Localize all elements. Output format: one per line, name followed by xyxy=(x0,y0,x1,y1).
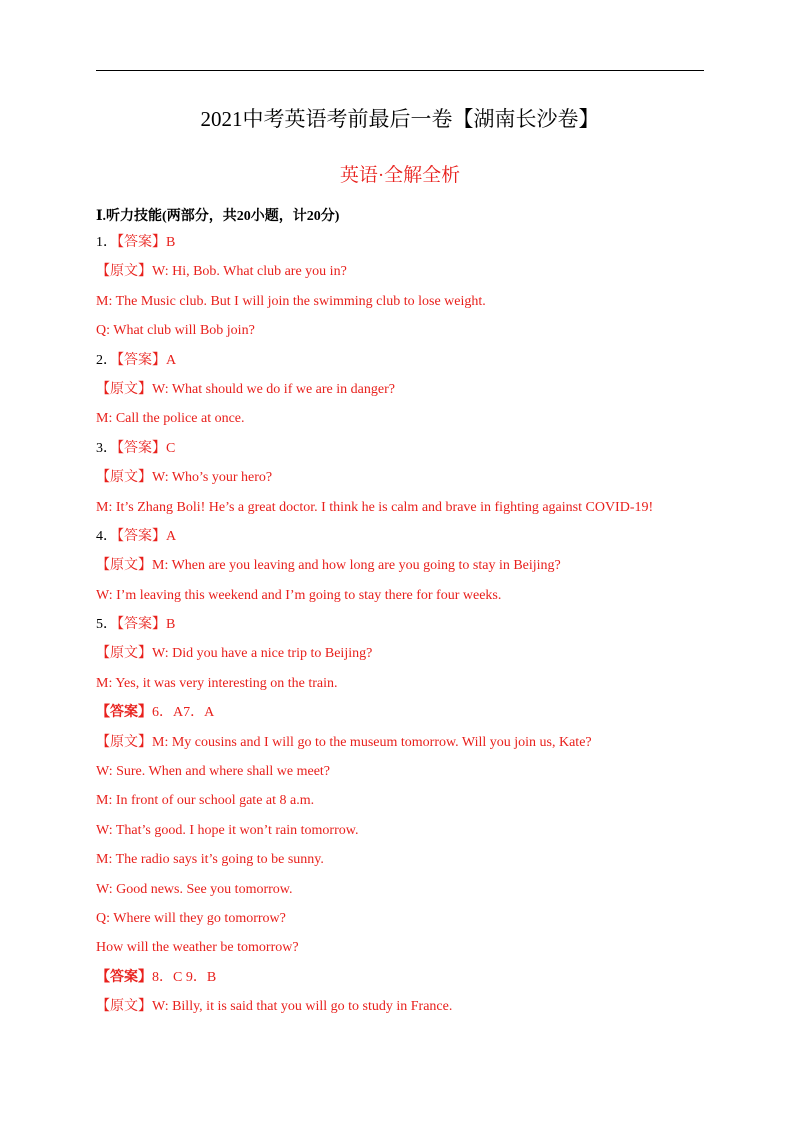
line-text: W: Good news. See you tomorrow. xyxy=(96,881,293,897)
text-line xyxy=(96,351,736,380)
text-line xyxy=(96,233,736,262)
question-number: 5． xyxy=(96,617,117,633)
line-text: M: Yes, it was very interesting on the train. xyxy=(96,675,338,691)
line-text: W: Sure. When and where shall we meet? xyxy=(96,764,331,780)
document-subtitle: 英语·全解全析 xyxy=(339,165,461,186)
text-line xyxy=(96,468,736,497)
text-line xyxy=(96,409,736,438)
line-text: 【原文】W: Who’s your hero? xyxy=(96,470,273,486)
answer-lines xyxy=(96,233,736,1027)
header-rule xyxy=(96,70,704,71)
question-number: 2． xyxy=(96,352,117,368)
line-text: W: That’s good. I hope it won’t rain tomorrow. xyxy=(96,822,359,838)
text-line xyxy=(96,644,736,673)
line-text: 【原文】W: What should we do if we are in danger? xyxy=(96,381,395,397)
text-line xyxy=(96,791,736,820)
line-text: Q: What club will Bob join? xyxy=(96,323,255,339)
text-line xyxy=(96,909,736,938)
line-text: M: The radio says it’s going to be sunny. xyxy=(96,852,324,868)
text-line xyxy=(96,586,736,615)
text-line xyxy=(96,262,736,291)
text-line xyxy=(96,556,736,585)
text-line xyxy=(96,439,736,468)
text-line xyxy=(96,968,736,997)
text-line xyxy=(96,498,736,527)
line-text: M: It’s Zhang Boli! He’s a great doctor. I think he is calm and brave in fighting against COVID-19! xyxy=(96,499,654,515)
question-number: 1． xyxy=(96,235,117,250)
text-line xyxy=(96,762,736,791)
line-text: 【原文】M: My cousins and I will go to the museum tomorrow. Will you join us, Kate? xyxy=(96,734,592,750)
text-line xyxy=(96,821,736,850)
line-text: 6．A7．A xyxy=(152,705,215,721)
answer-label: 【答案】 xyxy=(96,705,152,721)
text-line xyxy=(96,615,736,644)
line-text: Q: Where will they go tomorrow? xyxy=(96,910,286,926)
line-text: 【原文】M: When are you leaving and how long are you going to stay in Beijing? xyxy=(96,558,561,574)
line-text: How will the weather be tomorrow? xyxy=(96,940,299,956)
text-line xyxy=(96,380,736,409)
line-text: M: The Music club. But I will join the swimming club to lose weight. xyxy=(96,293,486,309)
text-line xyxy=(96,292,736,321)
line-text: 8．C 9．B xyxy=(152,969,217,985)
text-line xyxy=(96,674,736,703)
line-text: 【原文】W: Hi, Bob. What club are you in? xyxy=(96,264,347,280)
line-text: M: In front of our school gate at 8 a.m. xyxy=(96,793,315,809)
text-line xyxy=(96,321,736,350)
text-line xyxy=(96,850,736,879)
line-text: M: Call the police at once. xyxy=(96,411,245,427)
line-text: 【答案】B xyxy=(117,235,176,250)
document-title: 2021中考英语考前最后一卷【湖南长沙卷】 xyxy=(200,107,600,131)
line-text: 【原文】W: Billy, it is said that you will go to study in France. xyxy=(96,999,453,1015)
line-text: 【答案】A xyxy=(117,528,177,544)
text-line xyxy=(96,703,736,732)
line-text: 【答案】A xyxy=(117,352,177,368)
text-line xyxy=(96,527,736,556)
text-line xyxy=(96,938,736,967)
line-text: 【答案】B xyxy=(117,617,176,633)
answer-label: 【答案】 xyxy=(96,969,152,985)
line-text: W: I’m leaving this weekend and I’m going to stay there for four weeks. xyxy=(96,587,502,603)
text-line xyxy=(96,733,736,762)
line-text: 【原文】W: Did you have a nice trip to Beijing? xyxy=(96,646,373,662)
text-line xyxy=(96,997,736,1026)
section-heading: Ⅰ.听力技能(两部分，共20小题，计20分) xyxy=(96,209,340,224)
line-text: 【答案】C xyxy=(117,440,176,456)
question-number: 3． xyxy=(96,440,117,456)
text-line xyxy=(96,880,736,909)
question-number: 4． xyxy=(96,528,117,544)
